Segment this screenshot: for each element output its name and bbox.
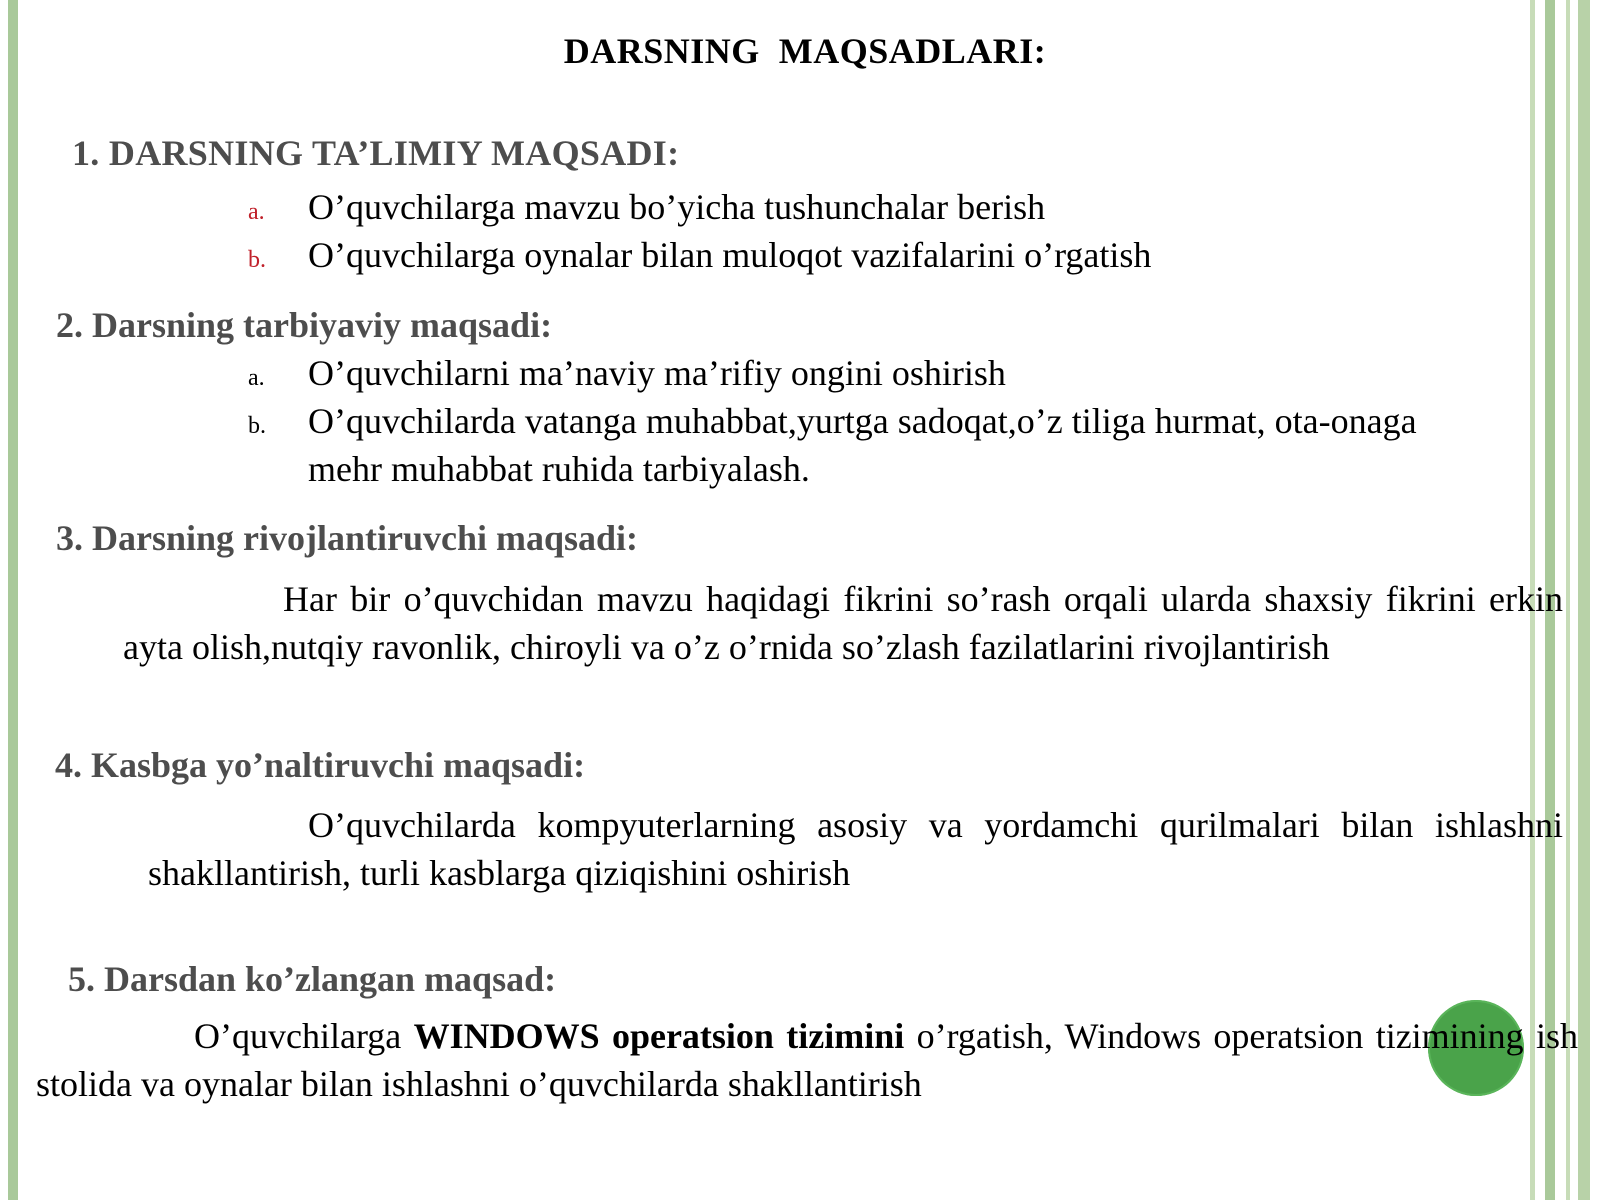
section-paragraph-5 [36,1012,1578,1108]
list-item-continuation [308,448,810,490]
section-heading-4: 4. Kasbga yo’naltiruvchi maqsadi: [55,745,586,785]
paragraph-text-end: o’rgatish, Windows operatsion tizimining ish stolida va oynalar bilan ishlashni o’quvchilarda shakllantirish [36,1016,1579,1104]
section-heading-1: 1. DARSNING TA’LIMIY MAQSADI: [72,133,680,173]
section-paragraph-3: Har bir o’quvchidan mavzu haqidagi fikrini so’rash orqali ularda shaxsiy fikrini erkin ayta olish,nutqiy ravonlik, chiroyli va o’z o’rnida so’zlash fazilatlarini rivojlantirish [123,579,1563,667]
paragraph-text-bold: WINDOWS operatsion tizimini [413,1016,905,1056]
right-border-stripe [1578,0,1590,1200]
list-item [248,186,1045,228]
list-item [248,234,1151,276]
list-item-text: O’quvchilarga oynalar bilan muloqot vazifalarini o’rgatish [308,235,1152,275]
list-marker: a. [248,365,265,391]
left-border-stripe [8,0,18,1200]
list-marker: b. [248,413,266,439]
list-marker: a. [248,199,265,225]
list-item [248,352,1006,394]
list-item-text: O’quvchilarga mavzu bo’yicha tushunchalar berish [308,187,1046,227]
list-item-text-line2: mehr muhabbat ruhida tarbiyalash. [308,449,810,489]
section-paragraph-4: O’quvchilarda kompyuterlarning asosiy va yordamchi qurilmalari bilan ishlashni shakllantirish, turli kasblarga qiziqishini oshirish [148,805,1563,893]
paragraph-text-start: O’quvchilarga [194,1016,414,1056]
list-marker: b. [248,247,266,273]
list-item [248,400,1417,442]
list-item-text-line1: O’quvchilarda vatanga muhabbat,yurtga sadoqat,o’z tiliga hurmat, ota-onaga [308,401,1417,441]
list-item-text: O’quvchilarni ma’naviy ma’rifiy ongini oshirish [308,353,1006,393]
section-heading-3: 3. Darsning rivojlantiruvchi maqsadi: [56,518,639,558]
section-heading-2: 2. Darsning tarbiyaviy maqsadi: [56,305,553,345]
slide-title: DARSNING MAQSADLARI: [563,31,1047,71]
section-heading-5: 5. Darsdan ko’zlangan maqsad: [68,959,557,999]
